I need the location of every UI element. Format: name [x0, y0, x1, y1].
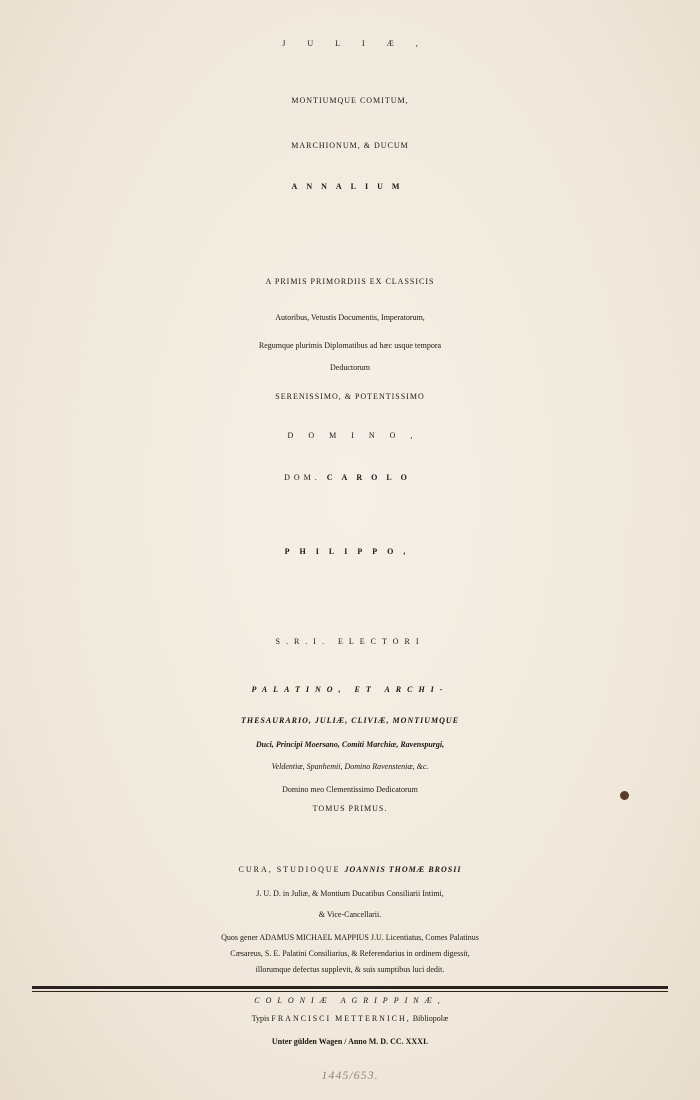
printer-name: FRANCISCI METTERNICH,: [271, 1014, 411, 1023]
ink-stain: [620, 791, 629, 800]
author-title-line: J. U. D. in Juliæ, & Montium Ducatibus Consiliarii Intimi,: [256, 889, 444, 898]
dedication-line-domino: DOMINO,: [287, 431, 428, 440]
title-line-marchionum: MARCHIONUM, & DUCUM: [291, 141, 409, 150]
editor-line-3: illorumque defectus supplevit, & suis sumptibus luci dedit.: [255, 965, 445, 974]
imprint-rule-thick: [32, 986, 668, 989]
imprint-printer: [0, 1015, 700, 1023]
dedication-line-philippo: PHILIPPO,: [284, 547, 416, 556]
dedication-line-domino-meo: Domino meo Clementissimo Dedicatorum: [282, 785, 418, 794]
printer-prefix: Typis: [251, 1014, 270, 1023]
dedication-line-serenissimo: SERENISSIMO, & POTENTISSIMO: [275, 392, 425, 401]
editor-line-1: Quos gener ADAMUS MICHAEL MAPPIUS J.U. Licentiatus, Comes Palatinus: [221, 933, 479, 942]
dedication-line-thesaurario: THESAURARIO, JULIÆ, CLIVIÆ, MONTIUMQUE: [240, 716, 460, 725]
author-prefix: CURA, STUDIOQUE: [238, 865, 341, 874]
title-line-annalium: ANNALIUM: [291, 182, 409, 191]
dom-prefix: DOM.: [284, 473, 321, 482]
printer-suffix: Bibliopolæ: [412, 1014, 449, 1023]
author-title-line-2: & Vice-Cancellarii.: [318, 910, 382, 919]
dedication-line-electori: S.R.I. ELECTORI: [275, 637, 425, 646]
editor-line-2: Cæsareus, S. E. Palatini Consiliarius, & Referendarius in ordinem digessit,: [230, 949, 470, 958]
dedication-line-palatino: PALATINO, ET ARCHI-: [251, 685, 449, 694]
pencil-shelfmark: 1445/653.: [321, 1068, 379, 1082]
subtitle-line-autoribus: Autoribus, Vetustis Documentis, Imperatorum,: [275, 313, 425, 322]
imprint-rule-thin: [32, 991, 668, 992]
title-line-juliae: JULIÆ,: [282, 39, 440, 48]
subtitle-line-primis: A PRIMIS PRIMORDIIS EX CLASSICIS: [265, 277, 435, 286]
volume-title: TOMUS PRIMUS.: [312, 804, 388, 813]
subtitle-line-deductorum: Deductorum: [330, 363, 370, 372]
imprint-address: Unter gülden Wagen / Anno M. D. CC. XXXI.: [271, 1037, 429, 1046]
author-line: [0, 866, 700, 874]
dedication-line-duci: Duci, Principi Moersano, Comiti Marchiæ, Ravenspurgi,: [255, 740, 445, 749]
dedication-line-veldentiae: Veldentiæ, Spanhemii, Domino Ravensteniæ, &c.: [271, 762, 429, 771]
subtitle-line-regumque: Regumque plurimis Diplomatibus ad hæc usque tempora: [258, 341, 442, 350]
dedication-line-carolo: [0, 474, 700, 482]
imprint-place: COLONIÆ AGRIPPINÆ,: [254, 996, 446, 1005]
title-line-montiumque: MONTIUMQUE COMITUM,: [291, 96, 409, 105]
carolo-name: CAROLO: [326, 473, 416, 482]
author-name: JOANNIS THOMÆ BROSII: [344, 865, 462, 874]
